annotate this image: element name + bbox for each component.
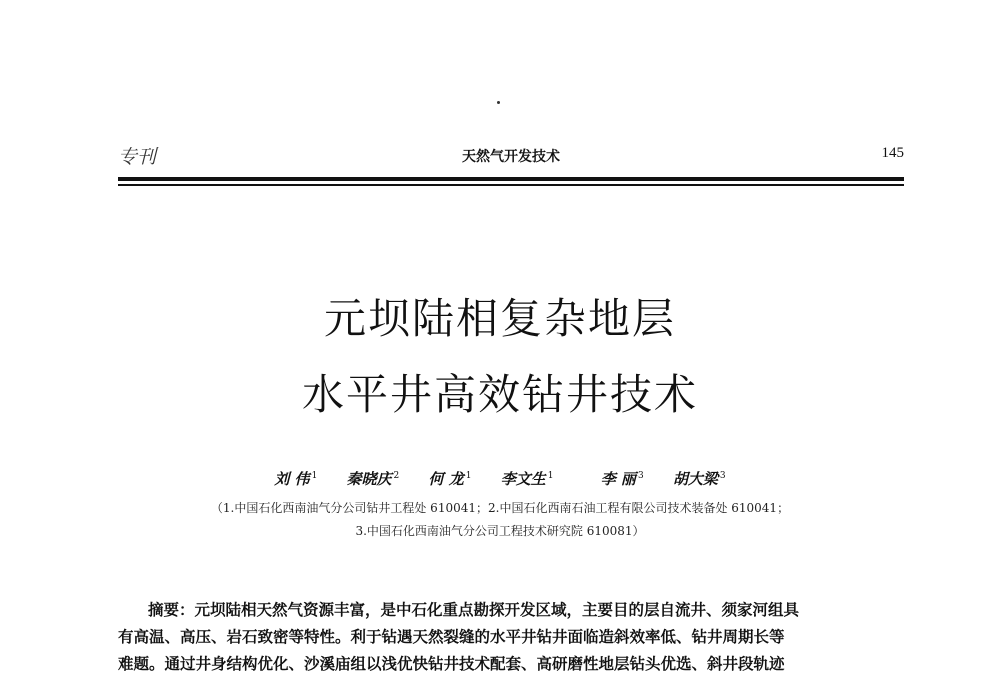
abstract-line-2: 有高温、高压、岩石致密等特性。利于钻遇天然裂缝的水平井钻井面临造斜效率低、钻井周期长等 xyxy=(118,627,785,646)
author-affiliation-mark: 1 xyxy=(465,471,472,481)
affiliation-line-1: （1.中国石化西南油气分公司钻井工程处 610041；2.中国石化西南石油工程有限公司技术装备处 610041； xyxy=(210,501,790,515)
running-header xyxy=(118,142,904,168)
author-affiliation-mark: 1 xyxy=(311,471,318,481)
title-line-2: 水平井高效钻井技术 xyxy=(301,370,698,419)
author-affiliation-mark: 1 xyxy=(547,471,554,481)
column-label: 专刊 xyxy=(118,146,157,168)
title-line-1: 元坝陆相复杂地层 xyxy=(323,294,676,343)
journal-name: 天然气开发技术 xyxy=(462,149,560,165)
author xyxy=(501,470,554,488)
author-list xyxy=(0,468,1000,489)
header-rule-thin xyxy=(118,184,904,186)
author-name: 胡大梁 xyxy=(672,470,718,488)
author-name: 何 龙 xyxy=(428,470,464,488)
author-affiliation-mark: 3 xyxy=(719,471,726,481)
abstract-line-3: 难题。通过井身结构优化、沙溪庙组以浅优快钻井技术配套、高研磨性地层钻头优选、斜井段轨迹 xyxy=(118,654,785,673)
page-number: 145 xyxy=(881,145,904,161)
author-name: 秦晓庆 xyxy=(346,470,392,488)
abstract xyxy=(118,596,904,677)
author-name: 刘 伟 xyxy=(274,470,310,488)
affiliation-line-2: 3.中国石化西南油气分公司工程技术研究院 610081） xyxy=(355,524,645,538)
author xyxy=(274,470,317,488)
author xyxy=(673,470,726,488)
author-affiliation-mark: 2 xyxy=(393,471,400,481)
author xyxy=(429,470,472,488)
abstract-line-1: 摘要：元坝陆相天然气资源丰富，是中石化重点勘探开发区域，主要目的层自流井、须家河组具 xyxy=(148,600,800,619)
author-name: 李 丽 xyxy=(600,470,636,488)
author-name: 李文生 xyxy=(500,470,546,488)
stray-dot xyxy=(497,101,500,104)
author-affiliation-mark: 3 xyxy=(637,471,644,481)
author xyxy=(347,470,400,488)
author xyxy=(601,470,644,488)
header-rule-thick xyxy=(118,177,904,181)
